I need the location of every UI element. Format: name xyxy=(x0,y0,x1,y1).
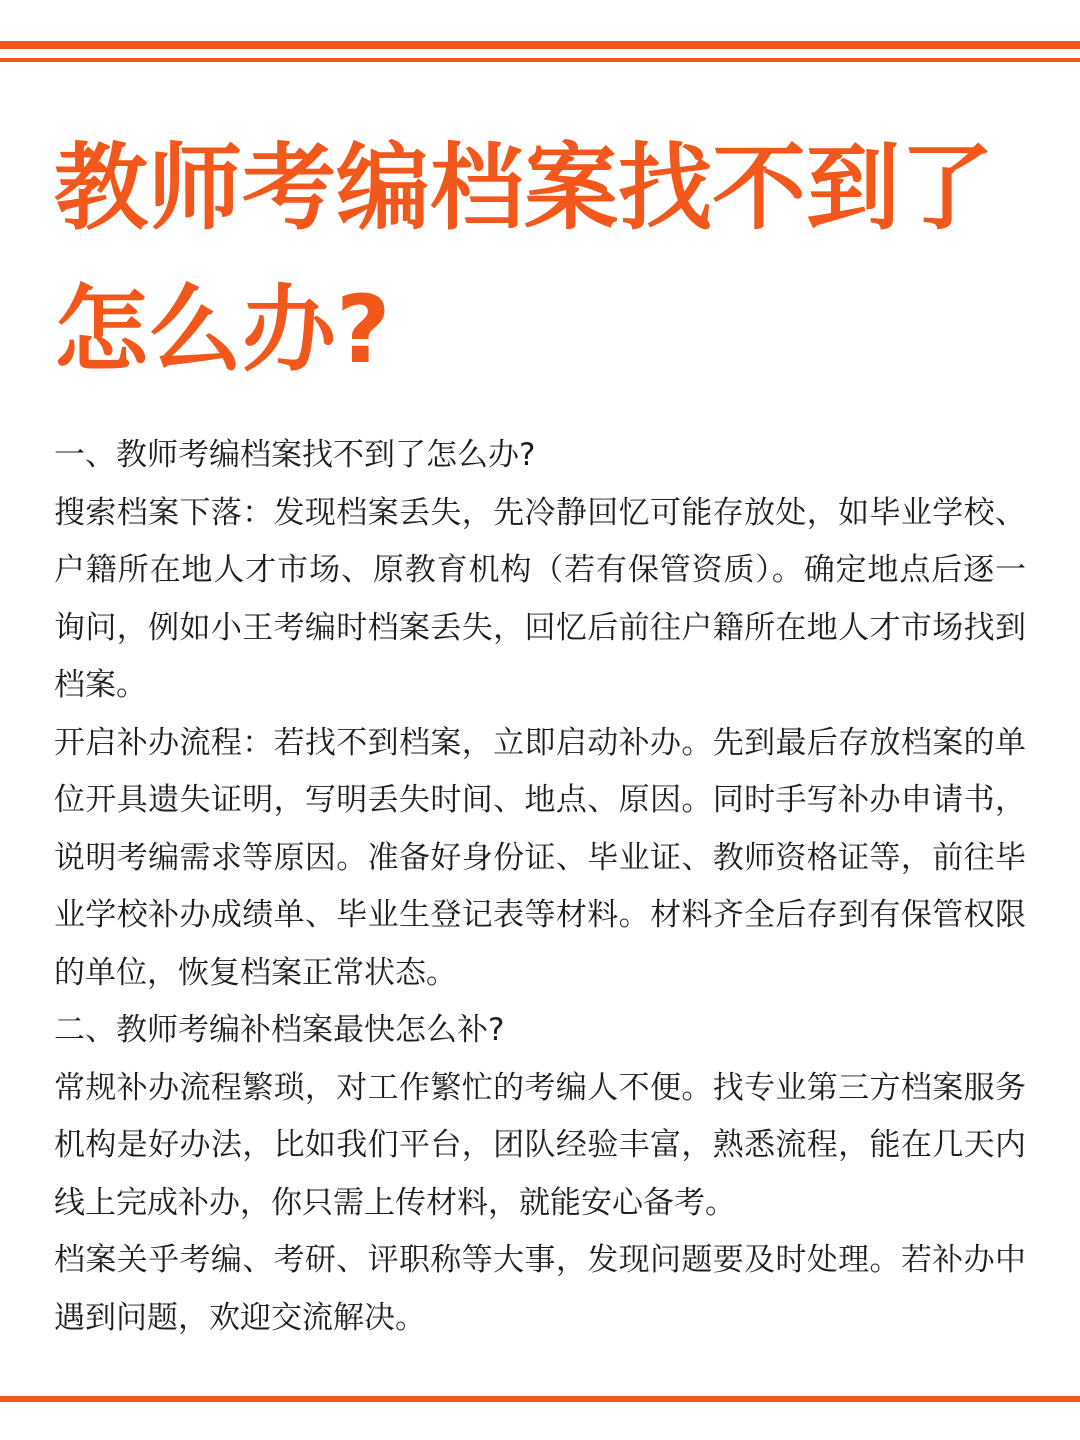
paragraph-reissue-process: 开启补办流程：若找不到档案，立即启动补办。先到最后存放档案的单位开具遗失证明，写明丢失时间、地点、原因。同时手写补办申请书，说明考编需求等原因。准备好身份证、毕业证、教师资格证等，前往毕业学校补办成绩单、毕业生登记表等材料。材料齐全后存到有保管权限的单位，恢复档案正常状态。 xyxy=(54,724,1026,991)
page-title: 教师考编档案找不到了怎么办? xyxy=(54,134,995,385)
paragraph-search-archive: 搜索档案下落：发现档案丢失，先冷静回忆可能存放处，如毕业学校、户籍所在地人才市场、原教育机构（若有保管资质）。确定地点后逐一询问，例如小王考编时档案丢失，回忆后前往户籍所在地人才市场找到档案。 xyxy=(54,494,1026,703)
top-divider-thin xyxy=(0,58,1080,62)
paragraph-closing: 档案关乎考编、考研、评职称等大事，发现问题要及时处理。若补办中遇到问题，欢迎交流解决。 xyxy=(54,1242,1026,1336)
section-heading-2: 二、教师考编补档案最快怎么补? xyxy=(54,1012,505,1048)
paragraph-third-party: 常规补办流程繁琐，对工作繁忙的考编人不便。找专业第三方档案服务机构是好办法，比如我们平台，团队经验丰富，熟悉流程，能在几天内线上完成补办，你只需上传材料，就能安心备考。 xyxy=(54,1069,1026,1221)
bottom-divider xyxy=(0,1396,1080,1402)
article-body xyxy=(54,427,1026,1347)
section-heading-1: 一、教师考编档案找不到了怎么办? xyxy=(54,437,536,473)
top-divider-thick xyxy=(0,41,1080,49)
